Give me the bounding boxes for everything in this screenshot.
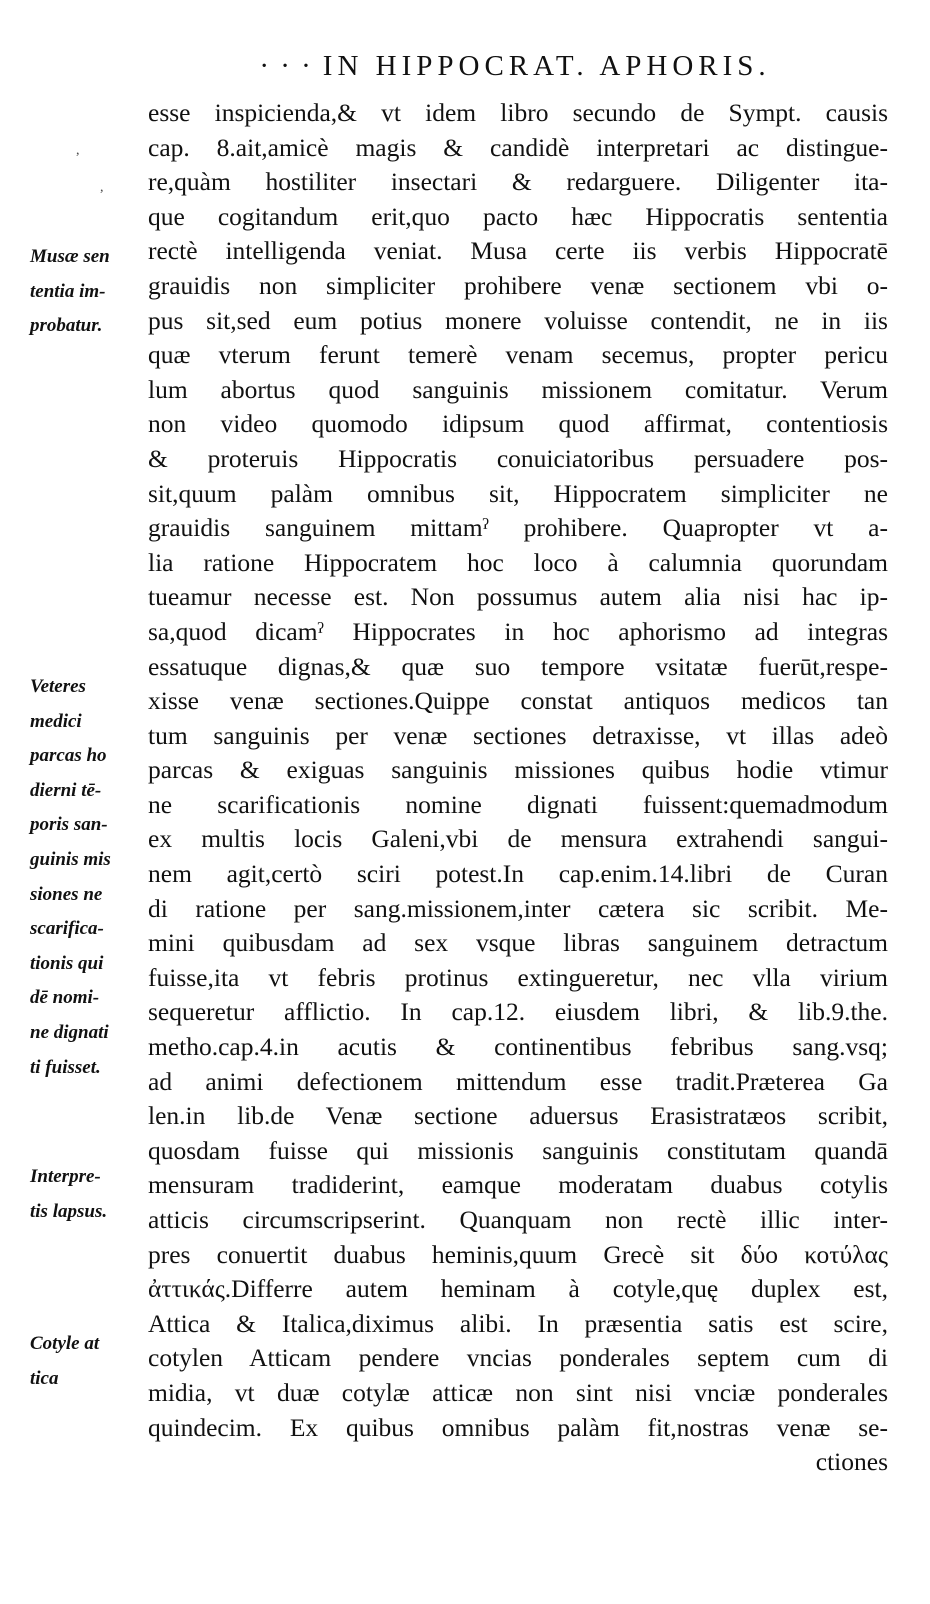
catchword: ctiones (815, 1447, 888, 1477)
running-header (170, 50, 860, 83)
text-line: midia, vt duæ cotylæ atticæ non sint nisi vnciæ ponderales (148, 1377, 888, 1407)
text-line: non video quomodo idipsum quod affirmat, contentiosis (148, 409, 888, 439)
text-line: sit,quum palàm omnibus sit, Hippocratem simpliciter ne (148, 478, 888, 508)
text-line: parcas & exiguas sanguinis missiones quibus hodie vtimur (148, 755, 888, 785)
marginal-note-line: Interpre- (30, 1166, 101, 1187)
text-line: Attica & Italica,diximus alibi. In præsentia satis est scire, (148, 1308, 888, 1338)
marginal-note-line: tica (30, 1367, 59, 1389)
marginal-note-line: ne dignati (30, 1021, 109, 1043)
text-line: xisse venæ sectiones.Quippe constat antiquos medicos tan (148, 686, 888, 716)
marginal-note-line: dē nomi- (30, 987, 100, 1009)
text-line: lia ratione Hippocratem hoc loco à calumnia quorundam (148, 547, 888, 577)
text-line: metho.cap.4.in acutis & continentibus febribus sang.vsq; (148, 1032, 888, 1062)
text-line: mensuram tradiderint, eamque moderatam duabus cotylis (148, 1170, 888, 1200)
text-line: grauidis sanguinem mittamˀ prohibere. Quapropter vt a- (148, 513, 888, 543)
text-line: tueamur necesse est. Non possumus autem alia nisi hac ip- (148, 582, 888, 612)
text-line: di ratione per sang.missionem,inter cætera sic scribit. Me- (148, 893, 888, 923)
text-line: quindecim. Ex quibus omnibus palàm fit,nostras venæ se- (148, 1412, 888, 1442)
text-line: que cogitandum erit,quo pacto hæc Hippocratis sententia (148, 201, 888, 231)
text-line: sa,quod dicamˀ Hippocrates in hoc aphorismo ad integras (148, 616, 888, 646)
marginal-note-line: probatur. (30, 315, 103, 337)
marginal-note-interpretis-lapsus (30, 1160, 148, 1229)
text-line: esse inspicienda,& vt idem libro secundo de Sympt. causis (148, 98, 888, 127)
text-line: quæ vterum ferunt temerè venam secemus, propter pericu (148, 340, 888, 370)
text-line: sequeretur afflictio. In cap.12. eiusdem libri, & lib.9.the. (148, 997, 888, 1027)
marginal-note-line: tis lapsus. (30, 1200, 108, 1222)
text-line: cap. 8.ait,amicè magis & candidè interpretari ac distingue- (148, 132, 888, 162)
marginal-note-line: Cotyle at (30, 1333, 100, 1354)
text-line: quosdam fuisse qui missionis sanguinis constitutam quandā (148, 1135, 888, 1165)
text-line: tum sanguinis per venæ sectiones detraxisse, vt illas adeò (148, 720, 888, 750)
text-line: re,quàm hostiliter insectari & redarguere. Diligenter ita- (148, 167, 888, 197)
text-line: atticis circumscripserint. Quanquam non rectè illic inter- (148, 1205, 888, 1234)
margin-mark: , (100, 180, 104, 195)
text-line: lum abortus quod sanguinis missionem comitatur. Verum (148, 374, 888, 404)
header-ornament: · · · (259, 50, 313, 82)
text-line: pus sit,sed eum potius monere voluisse contendit, ne in iis (148, 305, 888, 335)
text-line: len.in lib.de Venæ sectione aduersus Erasistratæos scribit, (148, 1101, 888, 1131)
text-line: ad animi defectionem mittendum esse tradit.Præterea Ga (148, 1066, 888, 1096)
marginal-note-line: medici (30, 710, 82, 732)
text-line: ne scarificationis nomine dignati fuissent:quemadmodum (148, 789, 888, 819)
text-line: ἀττικάς.Differre autem heminam à cotyle,quę duplex est, (148, 1274, 888, 1304)
marginal-note-line: siones ne (30, 883, 103, 905)
marginal-note-veteres-medici (30, 670, 148, 1085)
marginal-note-line: parcas ho (30, 745, 107, 767)
marginal-note-line: tentia im- (30, 280, 106, 302)
marginal-note-line: scarifica- (30, 918, 104, 940)
marginal-note-line: Veteres (30, 676, 86, 697)
main-text-block (148, 96, 888, 1480)
marginal-note-line: dierni tē- (30, 779, 102, 801)
margin-mark: , (76, 143, 80, 158)
marginal-note-line: ti fuisset. (30, 1056, 101, 1078)
marginal-note-line: tionis qui (30, 952, 104, 974)
text-line: ex multis locis Galeni,vbi de mensura extrahendi sangui- (148, 824, 888, 854)
marginal-note-cotyle-attica (30, 1327, 148, 1396)
marginal-note-musae-sententia (30, 240, 148, 344)
text-line: essatuque dignas,& quæ suo tempore vsitatæ fuerūt,respe- (148, 651, 888, 681)
marginal-note-line: Musæ sen (30, 246, 110, 267)
text-line: & proteruis Hippocratis conuiciatoribus persuadere pos- (148, 443, 888, 473)
text-line: nem agit,certò sciri potest.In cap.enim.14.libri de Curan (148, 859, 888, 889)
marginal-note-line: poris san- (30, 814, 108, 836)
text-line: fuisse,ita vt febris protinus extingueretur, nec vlla virium (148, 962, 888, 992)
text-line: pres conuertit duabus heminis,quum Grecè sit δύο κοτύλας (148, 1239, 888, 1269)
text-line: rectè intelligenda veniat. Musa certe iis verbis Hippocratē (148, 236, 888, 266)
text-line: cotylen Atticam pendere vncias ponderales septem cum di (148, 1343, 888, 1373)
text-line: mini quibusdam ad sex vsque libras sanguinem detractum (148, 928, 888, 958)
text-line: grauidis non simpliciter prohibere venæ sectionem vbi o- (148, 270, 888, 300)
running-title: IN HIPPOCRAT. APHORIS. (322, 50, 771, 82)
marginal-note-line: guinis mis (30, 848, 111, 870)
